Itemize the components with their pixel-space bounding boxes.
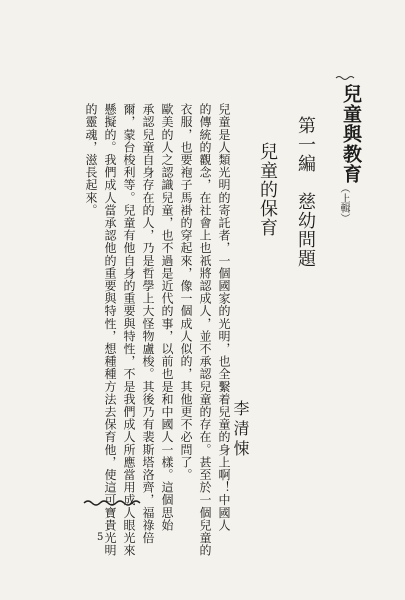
wave-divider xyxy=(82,498,142,508)
body-text-column: 衣服，也要袍子馬褂的穿起來，像一個成人似的，其他更不必問了。 xyxy=(179,103,193,481)
author-name: 李清悚 xyxy=(231,400,250,460)
body-text-column: 兒童是人類光明的寄託者，一個國家的光明，也全繫着兒童的身上啊！中國人 xyxy=(217,103,231,532)
body-text-column: 爾，蒙台梭利等。兒童有他自身的重要與特性，不是我們成人所應當用成人眼光來 xyxy=(122,103,136,557)
page-number: 5 xyxy=(97,532,104,543)
body-text-column: 歐美的人之認識兒童，也不過是近代的事，以前也是和中國人一樣。這個思始 xyxy=(160,103,174,532)
body-text-column: 的靈魂，滋長起來。 xyxy=(84,103,98,217)
volume-label: （上輯） xyxy=(338,183,349,223)
part-title: 第一編 慈幼問題 xyxy=(295,116,316,268)
body-text-column: 的傳統的觀念，在社會上也祇將認成人，並不承認兒童的存在。甚至於一個兒童的 xyxy=(198,103,212,557)
section-title: 兒童的保育 xyxy=(257,142,278,237)
body-text-column: 懸擬的。我們成人當承認他的重要與特性，想種種方法去保育他，使這可寶貴光明 xyxy=(103,103,117,557)
book-title: 兒童與教育 xyxy=(340,84,362,184)
body-text-column: 承認兒童自身存在的人，乃是哲學上大怪物盧梭。其後乃有裴斯塔洛齊，福祿倍 xyxy=(141,103,155,544)
corner-ornament xyxy=(335,74,357,80)
